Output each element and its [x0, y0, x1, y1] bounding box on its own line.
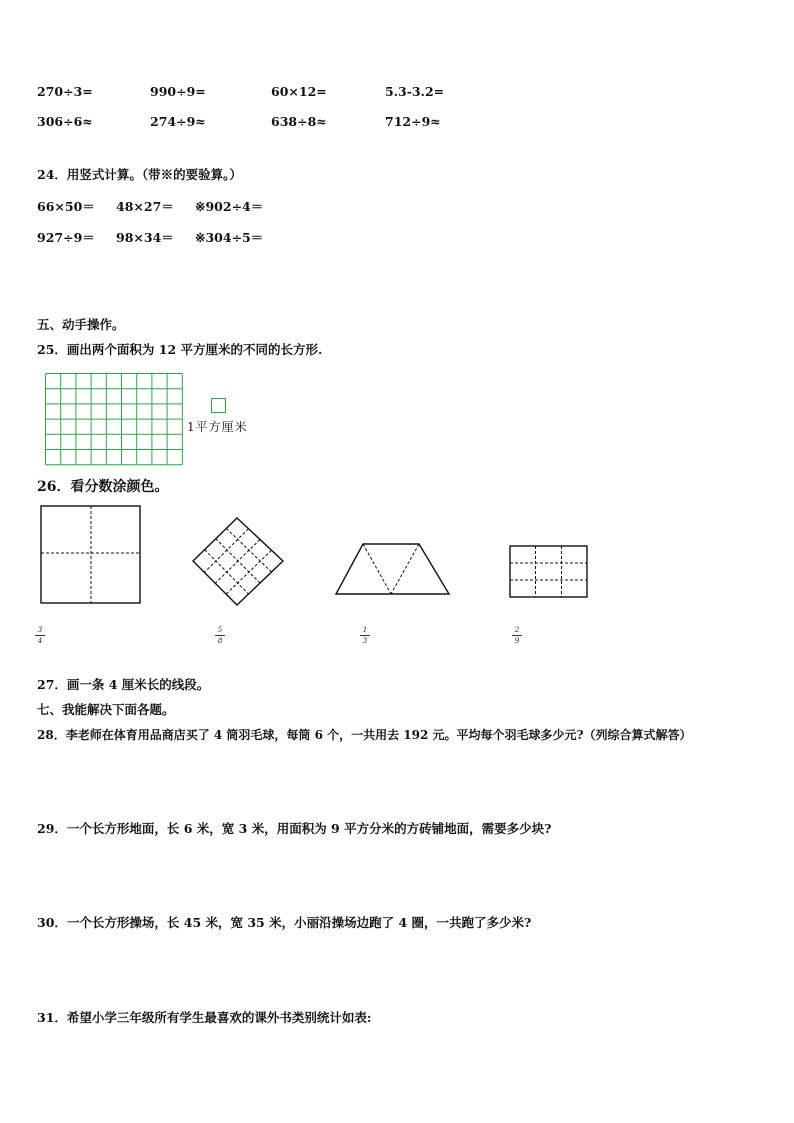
calc-item: 274÷9≈	[150, 114, 206, 129]
question-27: 27．画一条 4 厘米长的线段。	[37, 677, 210, 692]
calc-item: ※902÷4＝	[195, 199, 264, 214]
calc-item: 5.3-3.2=	[385, 84, 445, 99]
question-26-title: 26．看分数涂颜色。	[37, 479, 169, 495]
section-5-heading: 五、动手操作。	[37, 317, 125, 332]
square-grid	[45, 373, 185, 466]
calc-item: 60×12=	[271, 84, 327, 99]
calc-item: 927÷9＝	[37, 230, 95, 245]
diamond-figure	[192, 517, 286, 607]
section-7-heading: 七、我能解决下面各题。	[37, 702, 175, 717]
trapezoid-figure	[335, 542, 455, 596]
fraction-label: 2 9	[512, 626, 522, 645]
question-29: 29．一个长方形地面，长 6 米，宽 3 米，用面积为 9 平方分米的方砖铺地面，需要多少块?	[37, 821, 552, 836]
calc-item: 638÷8≈	[271, 114, 327, 129]
calc-item: ※304÷5＝	[195, 230, 264, 245]
calc-item: 66×50＝	[37, 199, 95, 214]
square-figure	[40, 505, 142, 605]
question-28: 28．李老师在体育用品商店买了 4 筒羽毛球，每筒 6 个，一共用去 192 元。平均每个羽毛球多少元?（列综合算式解答）	[37, 728, 692, 742]
question-24-title: 24．用竖式计算。（带※的要验算。）	[37, 167, 242, 182]
unit-square-icon	[211, 398, 227, 414]
calc-item: 990÷9=	[150, 84, 206, 99]
calc-item: 270÷3=	[37, 84, 93, 99]
calc-item: 306÷6≈	[37, 114, 93, 129]
calc-item: 48×27＝	[116, 199, 174, 214]
question-31: 31．希望小学三年级所有学生最喜欢的课外书类别统计如表:	[37, 1010, 372, 1025]
question-30: 30．一个长方形操场，长 45 米，宽 35 米，小丽沿操场边跑了 4 圈，一共跑了多少米?	[37, 915, 532, 930]
question-25-title: 25．画出两个面积为 12 平方厘米的不同的长方形.	[37, 342, 323, 357]
fraction-label: 3 4	[35, 626, 45, 645]
calc-item: 98×34＝	[116, 230, 174, 245]
unit-square-label: 1平方厘米	[187, 420, 248, 434]
rectangle-figure	[509, 545, 589, 599]
calc-item: 712÷9≈	[385, 114, 441, 129]
fraction-label: 5 8	[215, 626, 225, 645]
fraction-label: 1 3	[360, 626, 370, 645]
